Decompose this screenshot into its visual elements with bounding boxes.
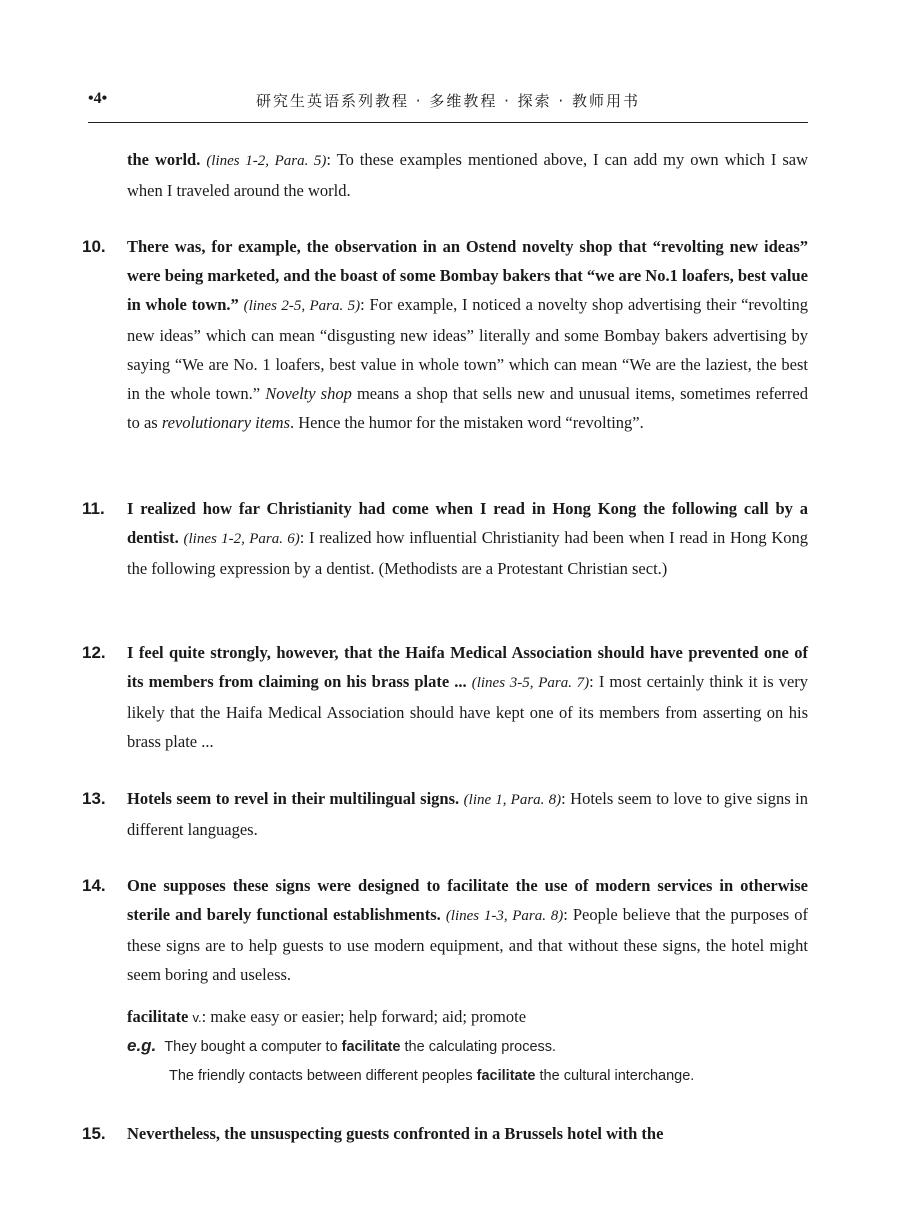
- running-header: [88, 82, 808, 123]
- vocab-example: [169, 1061, 869, 1091]
- example-text: the calculating process.: [400, 1039, 557, 1055]
- note-number: 14.: [82, 876, 106, 895]
- vocab-word: facilitate: [127, 1007, 189, 1026]
- vocab-pos: v.: [192, 1010, 202, 1025]
- note-number: 11.: [82, 499, 105, 518]
- note-12: [127, 638, 808, 756]
- example-text: the cultural interchange.: [535, 1068, 695, 1084]
- note-15: [127, 1119, 808, 1148]
- note-explanation: : Hotels seem to love to give signs in different languages.: [127, 789, 809, 839]
- example-keyword: facilitate: [476, 1068, 536, 1084]
- note-quote: I feel quite strongly, however, that the Haifa Medical Association should have prevented one of its members from claiming on his brass plate ...: [127, 643, 808, 691]
- note-explanation: : For example, I noticed a novelty shop advertising their “revolting new ideas” which can mean “disgusting new ideas” literally and some Bombay bakers advertising by saying “We are No. 1 loafers, best value in whole town” which can mean “We are the laziest, the best in the whole town.”: [127, 295, 808, 403]
- note-citation: (lines 2-5, Para. 5): [243, 298, 361, 314]
- note-number: 15.: [82, 1124, 106, 1143]
- note-continued: [127, 145, 808, 205]
- example-text: They bought a computer to: [164, 1039, 342, 1055]
- note-10: [127, 232, 808, 437]
- example-label: e.g.: [127, 1036, 157, 1055]
- note-quote: I realized how far Christianity had come when I read in Hong Kong the following call by a dentist.: [127, 499, 808, 547]
- example-keyword: facilitate: [341, 1039, 401, 1055]
- note-quote: One supposes these signs were designed to facilitate the use of modern services in otherwise sterile and barely functional establishments.: [127, 876, 808, 924]
- note-explanation: : I most certainly think it is very likely that the Haifa Medical Association should have kept one of its members from asserting on his brass plate ...: [127, 672, 809, 751]
- note-number: 12.: [82, 643, 106, 662]
- vocab-definition: : make easy or easier; help forward; aid; promote: [201, 1007, 527, 1026]
- vocab-example: [127, 1031, 827, 1062]
- note-explanation: : To these examples mentioned above, I can add my own which I saw when I traveled around the world.: [127, 150, 808, 200]
- note-13: [127, 784, 808, 844]
- note-number: 10.: [82, 237, 106, 256]
- note-citation: (lines 1-2, Para. 5): [206, 153, 327, 169]
- note-11: [127, 494, 808, 583]
- note-14: [127, 871, 808, 989]
- note-term: Novelty shop: [265, 384, 352, 403]
- note-quote: the world.: [127, 150, 201, 169]
- example-text: The friendly contacts between different peoples: [169, 1068, 477, 1084]
- page-number: •4•: [88, 90, 108, 107]
- note-quote: Hotels seem to revel in their multilingual signs.: [127, 789, 460, 808]
- note-quote: There was, for example, the observation in an Ostend novelty shop that “revolting new ideas” were being marketed, and the boast of some Bombay bakers that “we are No.1 loafers, best value in whole town.”: [127, 237, 808, 314]
- note-number: 13.: [82, 789, 106, 808]
- note-explanation: . Hence the humor for the mistaken word “revolting”.: [290, 413, 644, 432]
- note-quote: Nevertheless, the unsuspecting guests confronted in a Brussels hotel with the: [127, 1124, 664, 1143]
- note-term: revolutionary items: [161, 413, 291, 432]
- running-title: 研究生英语系列教程 · 多维教程 · 探索 · 教师用书: [256, 92, 640, 110]
- note-citation: (lines 3-5, Para. 7): [471, 675, 590, 691]
- note-citation: (lines 1-3, Para. 8): [445, 908, 564, 924]
- note-explanation: : I realized how influential Christianity had been when I read in Hong Kong the following expression by a dentist. (Methodists are a Protestant Christian sect.): [127, 528, 808, 578]
- note-explanation: : People believe that the purposes of these signs are to help guests to use modern equipment, and that without these signs, the hotel might seem boring and useless.: [127, 905, 808, 984]
- vocab-entry: [127, 1002, 817, 1032]
- note-explanation: means a shop that sells new and unusual items, sometimes referred to as: [127, 384, 808, 432]
- note-citation: (lines 1-2, Para. 6): [183, 531, 300, 547]
- note-citation: (line 1, Para. 8): [463, 792, 562, 808]
